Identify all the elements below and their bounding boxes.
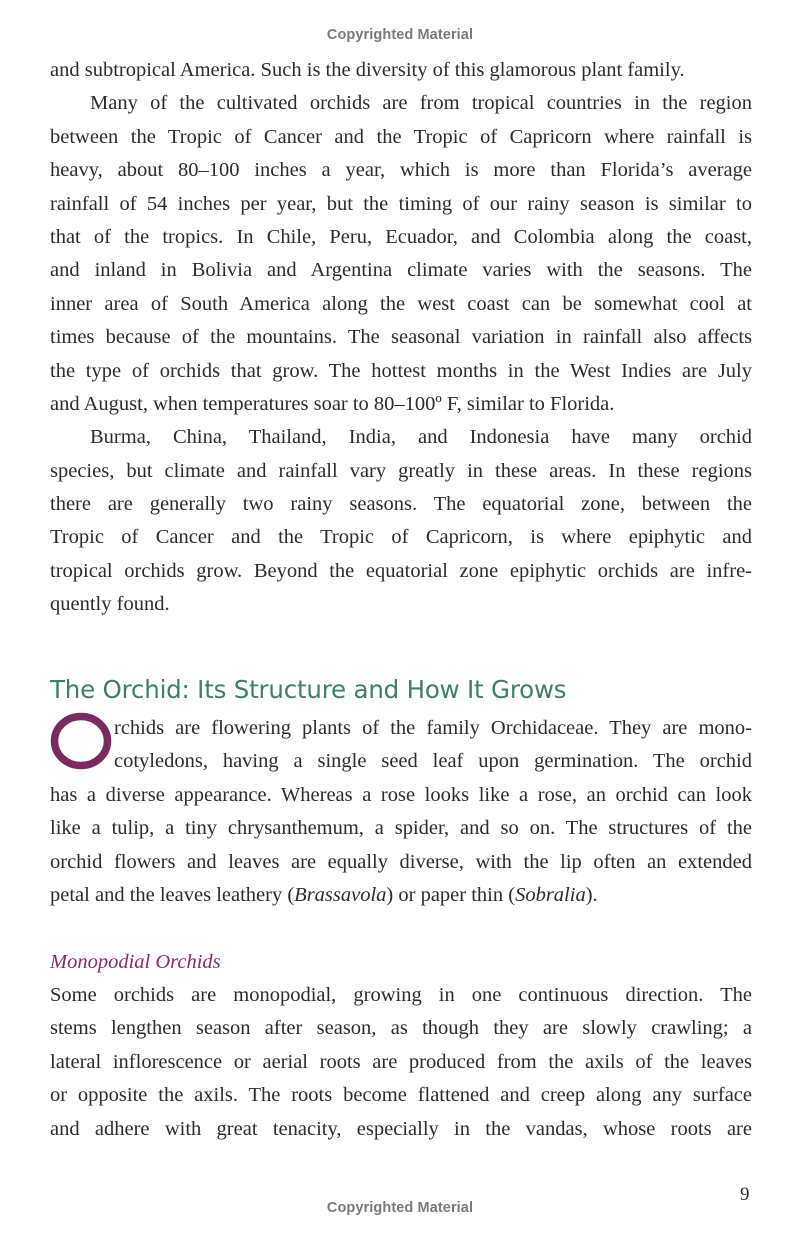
text-line: and inland in Bolivia and Argentina climate varies with the seasons. The xyxy=(50,259,752,282)
genus-name-sobralia: Sobralia xyxy=(515,883,586,906)
text-line: rchids are flowering plants of the family Orchidaceae. They are mono- xyxy=(114,717,752,739)
page-number: 9 xyxy=(740,1184,750,1205)
intro-text xyxy=(50,54,752,622)
text-line: Burma, China, Thailand, India, and Indonesia have many orchid xyxy=(90,426,752,449)
text-line: times because of the mountains. The seasonal variation in rainfall also affects xyxy=(50,326,752,349)
text-line: quently found. xyxy=(50,593,170,616)
text-line: Some orchids are monopodial, growing in one continuous direction. The xyxy=(50,984,752,1006)
text-line: tropical orchids grow. Beyond the equatorial zone epiphytic orchids are infre- xyxy=(50,559,752,582)
text-line: or opposite the axils. The roots become flattened and creep along any surface xyxy=(50,1084,752,1107)
copyright-watermark-bottom: Copyrighted Material xyxy=(326,1200,474,1216)
text-line: heavy, about 80–100 inches a year, which is more than Florida’s average xyxy=(50,159,752,182)
text-line: that of the tropics. In Chile, Peru, Ecuador, and Colombia along the coast, xyxy=(50,225,752,248)
subsection-heading: Monopodial Orchids xyxy=(50,951,221,973)
section-body xyxy=(50,712,752,912)
text-fragment: ) or paper thin ( xyxy=(386,883,516,906)
text-line: has a diverse appearance. Whereas a rose looks like a rose, an orchid can look xyxy=(50,783,752,806)
copyright-watermark-top: Copyrighted Material xyxy=(326,27,474,43)
section-heading: The Orchid: Its Structure and How It Grows xyxy=(50,675,567,704)
text-fragment: ). xyxy=(585,883,598,906)
text-line: and subtropical America. Such is the diversity of this glamorous plant family. xyxy=(50,59,685,81)
text-fragment: petal and the leaves leathery ( xyxy=(50,883,295,906)
text-line: Many of the cultivated orchids are from tropical countries in the region xyxy=(90,92,752,115)
text-line-with-italics xyxy=(50,879,752,912)
subsection-body xyxy=(50,979,752,1146)
text-line: species, but climate and rainfall vary greatly in these areas. In these regions xyxy=(50,459,752,482)
text-line: inner area of South America along the west coast can be somewhat cool at xyxy=(50,292,752,315)
text-line: the type of orchids that grow. The hottest months in the West Indies are July xyxy=(50,359,752,382)
text-line: cotyledons, having a single seed leaf upon germination. The orchid xyxy=(114,750,752,773)
text-line: Tropic of Cancer and the Tropic of Capricorn, is where epiphytic and xyxy=(50,526,752,549)
text-line: orchid flowers and leaves are equally diverse, with the lip often an extended xyxy=(50,850,752,873)
text-line: like a tulip, a tiny chrysanthemum, a spider, and so on. The structures of the xyxy=(50,817,752,840)
text-line: lateral inflorescence or aerial roots are produced from the axils of the leaves xyxy=(50,1050,752,1073)
text-line: there are generally two rainy seasons. The equatorial zone, between the xyxy=(50,493,752,516)
text-line: and August, when temperatures soar to 80–100º F, similar to Florida. xyxy=(50,392,615,415)
text-line: and adhere with great tenacity, especially in the vandas, whose roots are xyxy=(50,1117,752,1140)
text-line: rainfall of 54 inches per year, but the timing of our rainy season is similar to xyxy=(50,192,752,215)
genus-name-brassavola: Brassavola xyxy=(294,883,387,906)
text-line: between the Tropic of Cancer and the Tropic of Capricorn where rainfall is xyxy=(50,125,752,148)
text-line: stems lengthen season after season, as though they are slowly crawling; a xyxy=(50,1017,752,1040)
